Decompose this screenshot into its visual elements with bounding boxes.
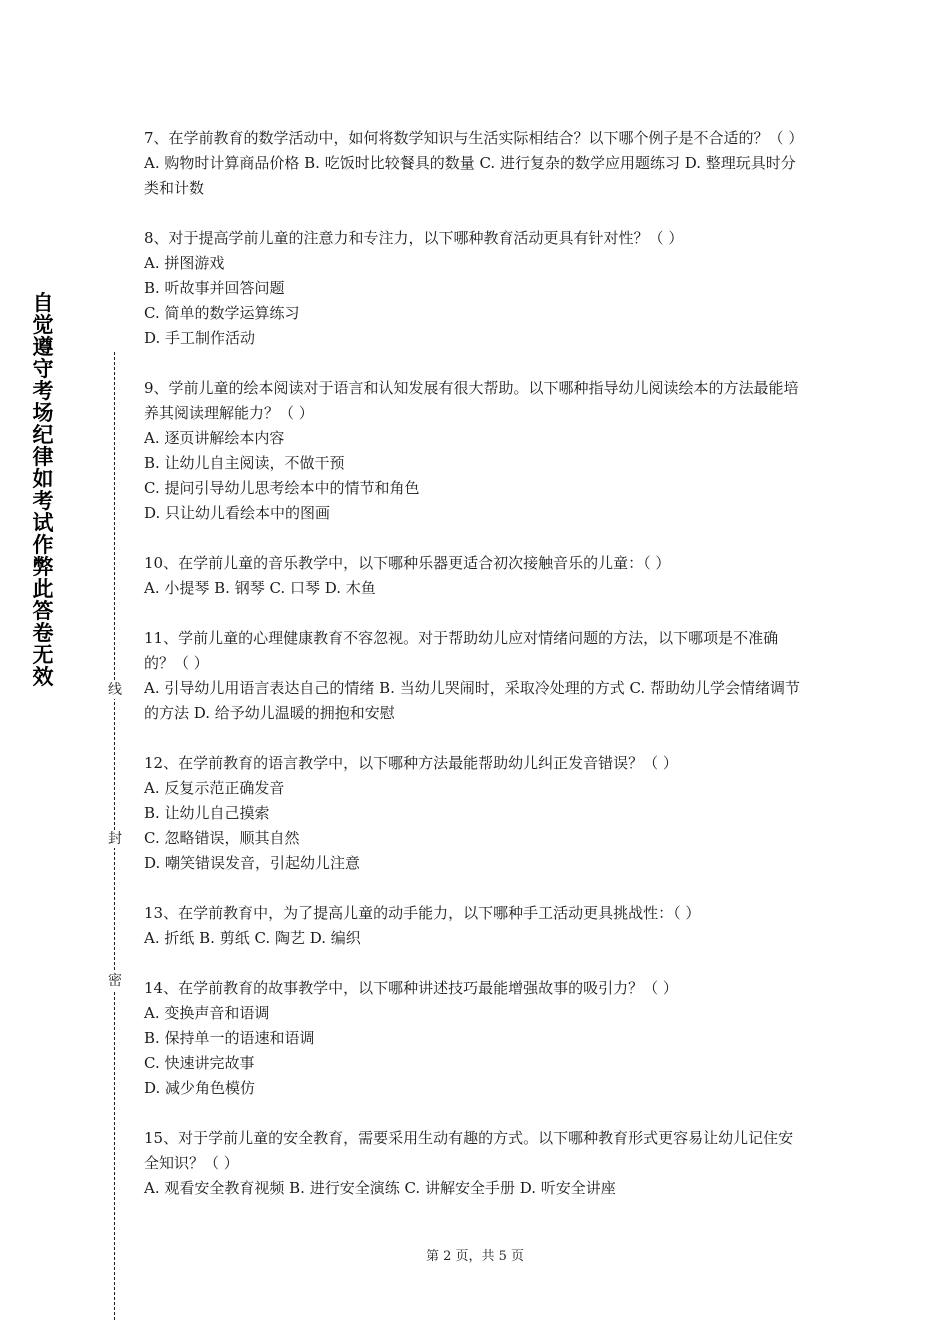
option-a: A. 变换声音和语调 (144, 1004, 270, 1022)
option-a: A. 反复示范正确发音 (144, 779, 285, 797)
option-d: D. 减少角色模仿 (144, 1079, 256, 1097)
seal-label-secret: 密 (104, 972, 126, 990)
option-c: C. 忽略错误，顺其自然 (144, 829, 300, 847)
exam-discipline-warning: 自觉遵守考场纪律如考试作弊此答卷无效 (32, 291, 54, 689)
option-b: B. 听故事并回答问题 (144, 279, 285, 297)
question-stem: 10、在学前儿童的音乐教学中，以下哪种乐器更适合初次接触音乐的儿童：（ ） (144, 554, 671, 572)
question-options: A. 折纸 B. 剪纸 C. 陶艺 D. 编织 (144, 929, 361, 947)
option-c: C. 快速讲完故事 (144, 1054, 255, 1072)
question-stem: 15、对于学前儿童的安全教育，需要采用生动有趣的方式。以下哪种教育形式更容易让幼儿记住安全知识？（ ） (144, 1129, 794, 1172)
seal-label-seal: 封 (104, 830, 126, 848)
question-stem: 8、对于提高学前儿童的注意力和专注力，以下哪种教育活动更具有针对性？（ ） (144, 229, 684, 247)
page-number-footer: 第 2 页，共 5 页 (425, 1249, 525, 1264)
question-15 (144, 1126, 808, 1201)
question-7 (144, 126, 808, 201)
question-stem: 11、学前儿童的心理健康教育不容忽视。对于帮助幼儿应对情绪问题的方法，以下哪项是不准确的？（ ） (144, 629, 779, 672)
option-c: C. 提问引导幼儿思考绘本中的情节和角色 (144, 479, 420, 497)
question-stem: 7、在学前教育的数学活动中，如何将数学知识与生活实际相结合？以下哪个例子是不合适的？（ ） (144, 129, 804, 147)
option-a: A. 逐页讲解绘本内容 (144, 429, 285, 447)
question-11 (144, 626, 808, 726)
question-14 (144, 976, 808, 1101)
option-d: D. 只让幼儿看绘本中的图画 (144, 504, 331, 522)
question-12 (144, 751, 808, 876)
seal-label-line: 线 (104, 681, 126, 699)
option-d: D. 嘲笑错误发音，引起幼儿注意 (144, 854, 361, 872)
question-10 (144, 551, 808, 601)
option-d: D. 手工制作活动 (144, 329, 256, 347)
question-stem: 13、在学前教育中，为了提高儿童的动手能力，以下哪种手工活动更具挑战性：（ ） (144, 904, 701, 922)
option-c: C. 简单的数学运算练习 (144, 304, 300, 322)
question-stem: 12、在学前教育的语言教学中，以下哪种方法最能帮助幼儿纠正发音错误？（ ） (144, 754, 678, 772)
question-13 (144, 901, 808, 951)
option-b: B. 让幼儿自主阅读，不做干预 (144, 454, 345, 472)
option-a: A. 拼图游戏 (144, 254, 225, 272)
question-stem: 9、学前儿童的绘本阅读对于语言和认知发展有很大帮助。以下哪种指导幼儿阅读绘本的方法最能培养其阅读理解能力？（ ） (144, 379, 799, 422)
option-b: B. 保持单一的语速和语调 (144, 1029, 315, 1047)
question-stem: 14、在学前教育的故事教学中，以下哪种讲述技巧最能增强故事的吸引力？（ ） (144, 979, 678, 997)
question-8 (144, 226, 808, 351)
question-options: A. 小提琴 B. 钢琴 C. 口琴 D. 木鱼 (144, 579, 376, 597)
question-options: A. 观看安全教育视频 B. 进行安全演练 C. 讲解安全手册 D. 听安全讲座 (144, 1179, 616, 1197)
question-list (144, 126, 808, 1201)
question-9 (144, 376, 808, 526)
question-options: A. 购物时计算商品价格 B. 吃饭时比较餐具的数量 C. 进行复杂的数学应用题练习 D. 整理玩具时分类和计数 (144, 154, 796, 197)
option-b: B. 让幼儿自己摸索 (144, 804, 270, 822)
question-options: A. 引导幼儿用语言表达自己的情绪 B. 当幼儿哭闹时，采取冷处理的方式 C. 帮助幼儿学会情绪调节的方法 D. 给予幼儿温暖的拥抱和安慰 (144, 679, 800, 722)
